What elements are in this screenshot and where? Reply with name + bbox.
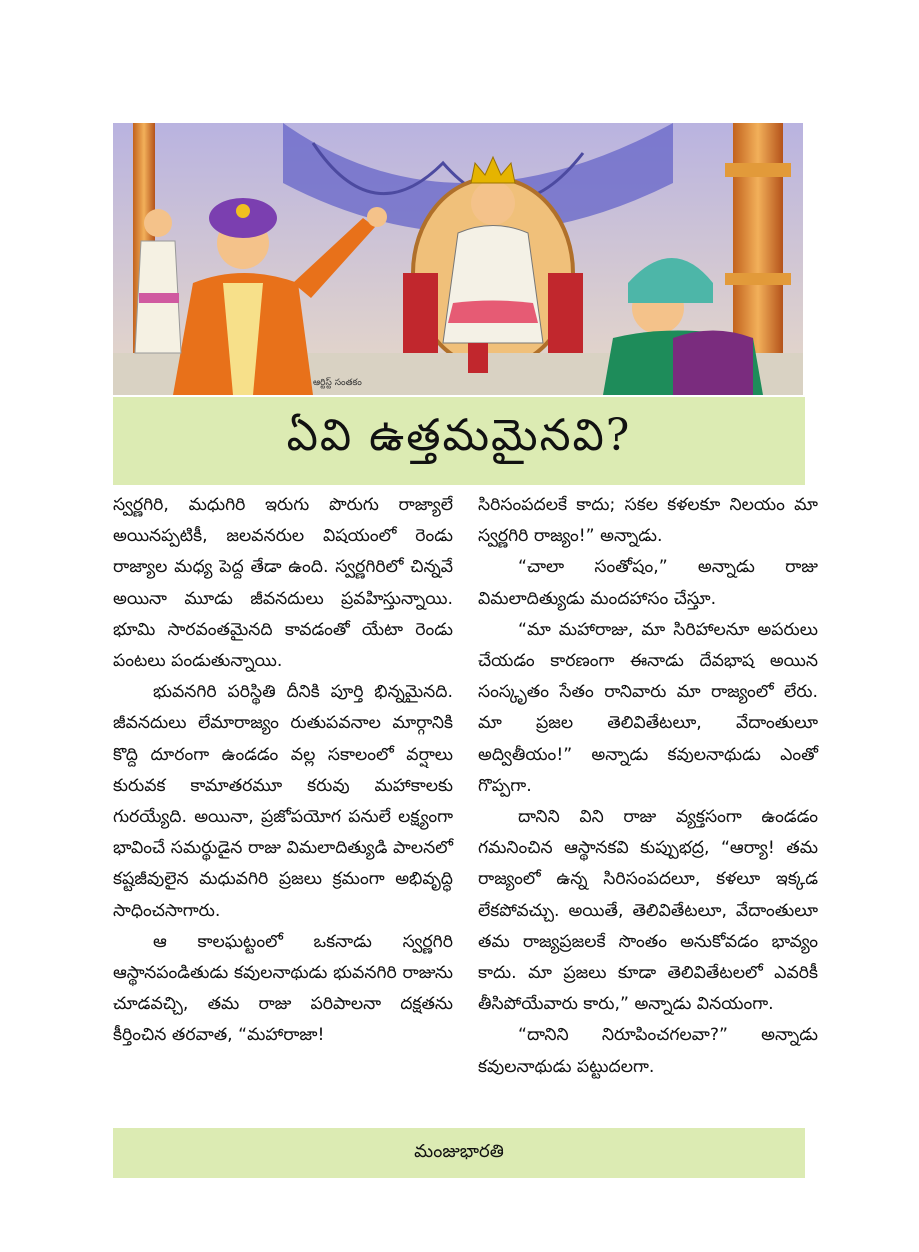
story-paragraph: “మా మహారాజు, మా సిరిహాలనూ అపరులు చేయడం కారణంగా ఈనాడు దేవభాష అయిన సంస్కృతం సేతం రానివారు మా రాజ్యంలో లేరు. మా ప్రజల తెలివితేటలూ, వేదాంతులూ అద్వితీయం!” అన్నాడు కవులనాథుడు ఎంతో గొప్పగా.: [478, 619, 818, 796]
author-byline: మంజుభారతి: [414, 1140, 504, 1162]
story-paragraph: సిరిసంపదలకే కాదు; సకల కళలకూ నిలయం మా స్వర్ణగిరి రాజ్యం!” అన్నాడు.: [478, 495, 818, 547]
story-paragraph: ఆ కాలఘట్టంలో ఒకనాడు స్వర్ణగిరి ఆస్థానపండితుడు కవులనాథుడు భువనగిరి రాజును చూడవచ్చి, తమ రాజు పరిపాలనా దక్షతను కీర్తించిన తరవాత, “మహారాజా!: [113, 931, 453, 1046]
story-title: ఏవి ఉత్తమమైనవి?: [286, 410, 632, 461]
story-paragraph: స్వర్ణగిరి, మధుగిరి ఇరుగు పొరుగు రాజ్యాలే అయినప్పటికీ, జలవనరుల విషయంలో రెండు రాజ్యాల మధ్య పెద్ద తేడా ఉంది. స్వర్ణగిరిలో చిన్నవే అయినా మూడు జీవనదులు ప్రవహిస్తున్నాయి. భూమి సారవంతమైనది కావడంతో యేటా రెండు పంటలు పండుతున్నాయి.: [113, 495, 453, 672]
artist-signature: ఆర్టిస్ట్ సంతకం: [313, 378, 362, 388]
byline-banner: [113, 1128, 805, 1178]
story-column-right: [478, 490, 818, 1083]
story-column-left: [113, 490, 453, 1052]
story-paragraph: భువనగిరి పరిస్థితి దీనికి పూర్తి భిన్నమైనది. జీవనదులు లేమారాజ్యం రుతుపవనాల మార్గానికి కొద్ది దూరంగా ఉండడం వల్ల సకాలంలో వర్షాలు కురువక కామాతరమూ కరువు మహాకాలకు గురయ్యేది. అయినా, ప్రజోపయోగ పనులే లక్ష్యంగా భావించే సమర్థుడైన రాజు విమలాదిత్యుడి పాలనలో కష్టజీవులైన మధువగిరి ప్రజలు క్రమంగా అభివృద్ధి సాధించసాగారు.: [113, 682, 453, 921]
title-banner: [113, 397, 805, 485]
story-paragraph: “దానిని నిరూపించగలవా?” అన్నాడు కవులనాథుడు పట్టుదలగా.: [478, 1025, 818, 1077]
story-paragraph: దానిని విని రాజు వ్యక్తసంగా ఉండడం గమనించిన ఆస్థానకవి కుప్పుభద్ర, “ఆర్యా! తమ రాజ్యంలో ఉన్న సిరిసంపదలూ, కళలూ ఇక్కడ లేకపోవచ్చు. అయితే, తెలివితేటలూ, వేదాంతులూ తమ రాజ్యప్రజలకే సొంతం అనుకోవడం భావ్యం కాదు. మా ప్రజలు కూడా తెలివితేటలలో ఎవరికీ తీసిపోయేవారు కారు,” అన్నాడు వినయంగా.: [478, 807, 818, 1015]
story-illustration: [113, 123, 803, 395]
story-paragraph: “చాలా సంతోషం,” అన్నాడు రాజు విమలాదిత్యుడు మందహాసం చేస్తూ.: [478, 557, 818, 609]
